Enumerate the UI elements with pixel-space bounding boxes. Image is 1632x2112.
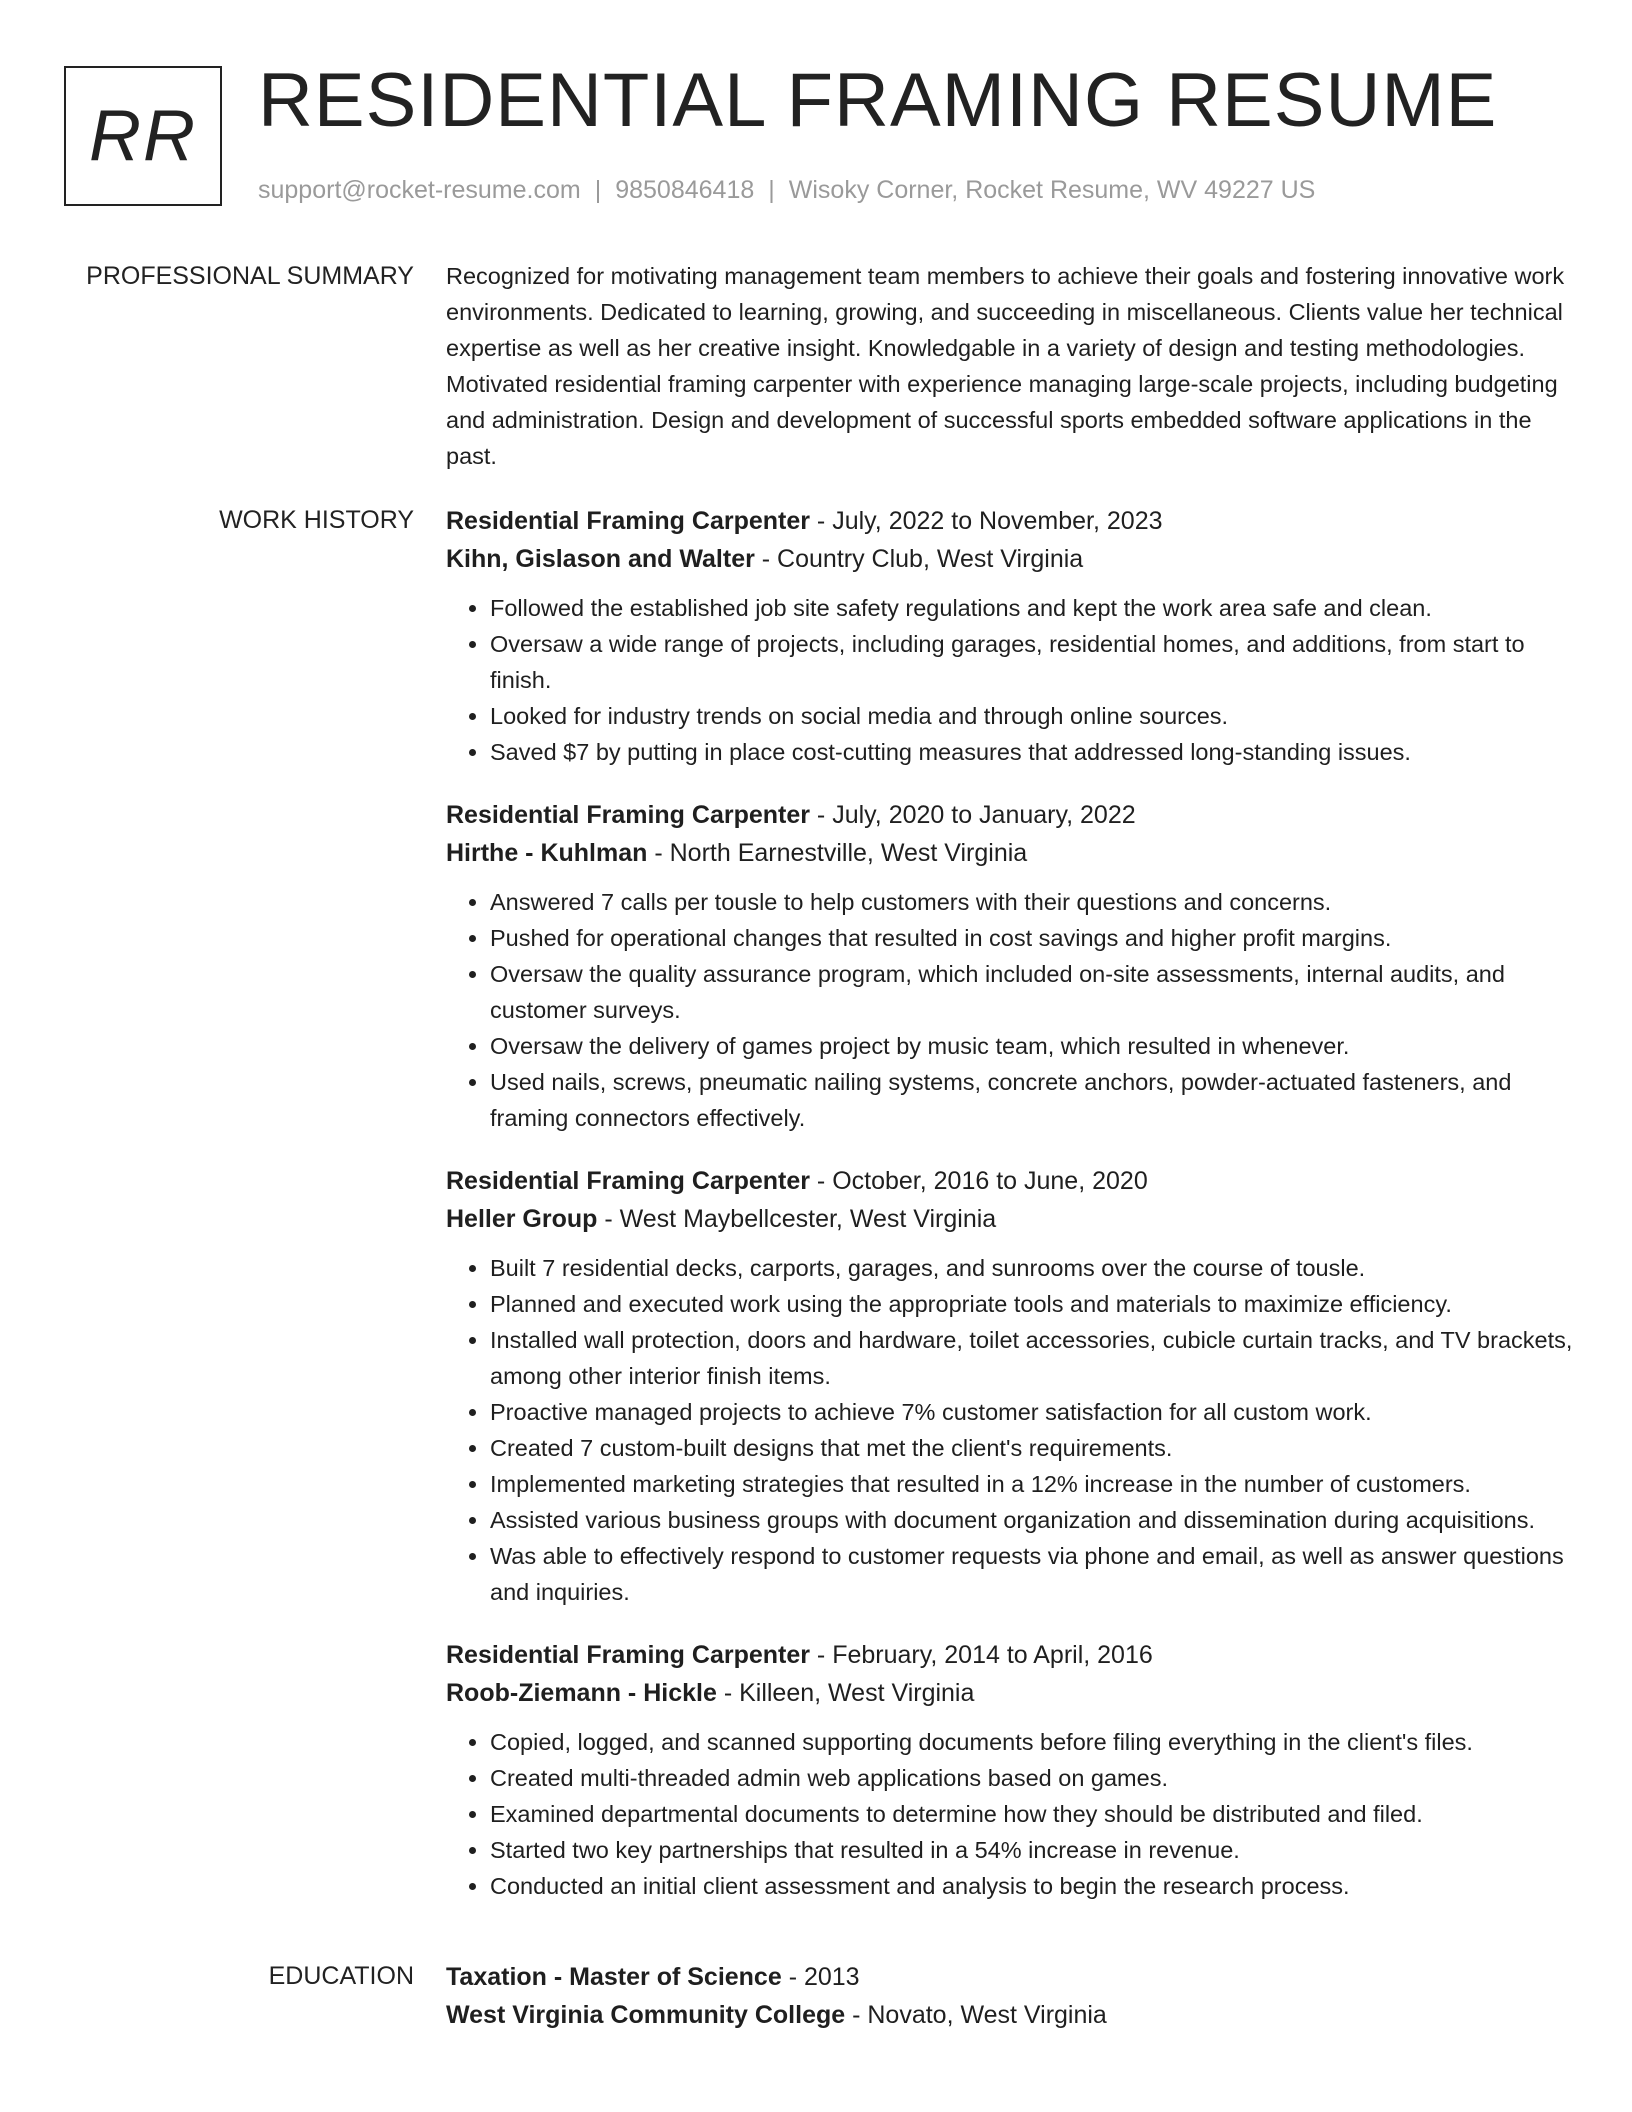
summary-text: Recognized for motivating management team members to achieve their goals and fostering innovative work environments. Dedicated to learning, growing, and succeeding in miscellaneous. Clients value her technical expertise as well as her creative insight. Knowledgable in a variety of design and testing methodologies. Motivated residential framing carpenter with experience managing large-scale projects, including budgeting and administration. Design and development of successful sports embedded software applications in the past. [446, 263, 1565, 469]
contact-email[interactable]: support@rocket-resume.com [258, 176, 581, 204]
section-label: WORK HISTORY [219, 506, 414, 534]
job-company: Kihn, Gislason and Walter [446, 545, 755, 573]
resume-content [0, 258, 1632, 2062]
job-bullets [446, 1724, 1574, 1904]
job-location: - Killeen, West Virginia [716, 1679, 975, 1707]
list-item: • Examined departmental documents to determine how they should be distributed and filed. [490, 1796, 1574, 1832]
list-item: • Implemented marketing strategies that resulted in a 12% increase in the number of customers. [490, 1466, 1574, 1502]
degree-year: - 2013 [781, 1963, 860, 1991]
list-item: • Followed the established job site safety regulations and kept the work area safe and clean. [490, 590, 1574, 626]
list-item: • Conducted an initial client assessment and analysis to begin the research process. [490, 1868, 1574, 1904]
list-item: • Proactive managed projects to achieve 7% customer satisfaction for all custom work. [490, 1394, 1574, 1430]
contact-address: Wisoky Corner, Rocket Resume, WV 49227 US [788, 176, 1316, 204]
job-title: Residential Framing Carpenter [446, 507, 810, 535]
job-title: Residential Framing Carpenter [446, 1641, 810, 1669]
list-item: • Assisted various business groups with document organization and dissemination during acquisitions. [490, 1502, 1574, 1538]
job-company: Hirthe - Kuhlman [446, 839, 648, 867]
job-location: - North Earnestville, West Virginia [647, 839, 1028, 867]
monogram: RR [64, 66, 222, 206]
job-bullets [446, 1250, 1574, 1610]
list-item: • Installed wall protection, doors and hardware, toilet accessories, cubicle curtain tracks, and TV brackets, among other interior finish items. [490, 1322, 1574, 1394]
section-label: EDUCATION [268, 1962, 414, 1990]
job-company: Roob-Ziemann - Hickle [446, 1679, 717, 1707]
job-title-line [446, 1162, 1574, 1200]
list-item: • Looked for industry trends on social media and through online sources. [490, 698, 1574, 734]
list-item: • Built 7 residential decks, carports, garages, and sunrooms over the course of tousle. [490, 1250, 1574, 1286]
job-dates: - July, 2020 to January, 2022 [809, 801, 1136, 829]
section-body [446, 258, 1574, 474]
job-entry [446, 1636, 1574, 1904]
job-dates: - July, 2022 to November, 2023 [809, 507, 1163, 535]
list-item: • Used nails, screws, pneumatic nailing systems, concrete anchors, powder-actuated fasteners, and framing connectors effectively. [490, 1064, 1574, 1136]
resume-title: RESIDENTIAL FRAMING RESUME [258, 58, 1498, 143]
degree: Taxation - Master of Science [446, 1963, 782, 1991]
list-item: • Started two key partnerships that resulted in a 54% increase in revenue. [490, 1832, 1574, 1868]
contact-separator: | [768, 176, 775, 204]
job-company-line [446, 1200, 1574, 1238]
list-item: • Saved $7 by putting in place cost-cutting measures that addressed long-standing issues. [490, 734, 1574, 770]
job-title-line [446, 796, 1574, 834]
school: West Virginia Community College [446, 2001, 846, 2029]
list-item: • Pushed for operational changes that resulted in cost savings and higher profit margins. [490, 920, 1574, 956]
job-title-line [446, 1636, 1574, 1674]
list-item: • Oversaw the delivery of games project by music team, which resulted in whenever. [490, 1028, 1574, 1064]
summary-section [0, 258, 1632, 474]
job-entry [446, 1162, 1574, 1610]
education-section [0, 1958, 1632, 2034]
section-body [446, 1958, 1574, 2034]
list-item: • Answered 7 calls per tousle to help customers with their questions and concerns. [490, 884, 1574, 920]
job-dates: - February, 2014 to April, 2016 [809, 1641, 1153, 1669]
job-title: Residential Framing Carpenter [446, 1167, 810, 1195]
job-location: - West Maybellcester, West Virginia [597, 1205, 997, 1233]
job-dates: - October, 2016 to June, 2020 [809, 1167, 1148, 1195]
list-item: • Created multi-threaded admin web applications based on games. [490, 1760, 1574, 1796]
education-degree-line [446, 1958, 1574, 1996]
list-item: • Copied, logged, and scanned supporting documents before filing everything in the client's files. [490, 1724, 1574, 1760]
job-company-line [446, 1674, 1574, 1712]
job-bullets [446, 884, 1574, 1136]
section-body [446, 502, 1574, 1930]
contact-separator: | [594, 176, 602, 204]
contact-phone[interactable]: 9850846418 [615, 176, 755, 204]
job-entry [446, 796, 1574, 1136]
job-company: Heller Group [446, 1205, 598, 1233]
list-item: • Planned and executed work using the appropriate tools and materials to maximize efficiency. [490, 1286, 1574, 1322]
job-location: - Country Club, West Virginia [754, 545, 1084, 573]
work-history-section [0, 502, 1632, 1930]
list-item: • Was able to effectively respond to customer requests via phone and email, as well as answer questions and inquiries. [490, 1538, 1574, 1610]
school-location: - Novato, West Virginia [845, 2001, 1107, 2029]
job-title: Residential Framing Carpenter [446, 801, 810, 829]
job-entry [446, 502, 1574, 770]
education-school-line [446, 1996, 1574, 2034]
job-company-line [446, 834, 1574, 872]
list-item: • Oversaw the quality assurance program, which included on-site assessments, internal audits, and customer surveys. [490, 956, 1574, 1028]
job-bullets [446, 590, 1574, 770]
job-company-line [446, 540, 1574, 578]
job-title-line [446, 502, 1574, 540]
section-label: PROFESSIONAL SUMMARY [86, 262, 414, 290]
list-item: • Oversaw a wide range of projects, including garages, residential homes, and additions, from start to finish. [490, 626, 1574, 698]
contact-line [258, 176, 1315, 205]
list-item: • Created 7 custom-built designs that met the client's requirements. [490, 1430, 1574, 1466]
